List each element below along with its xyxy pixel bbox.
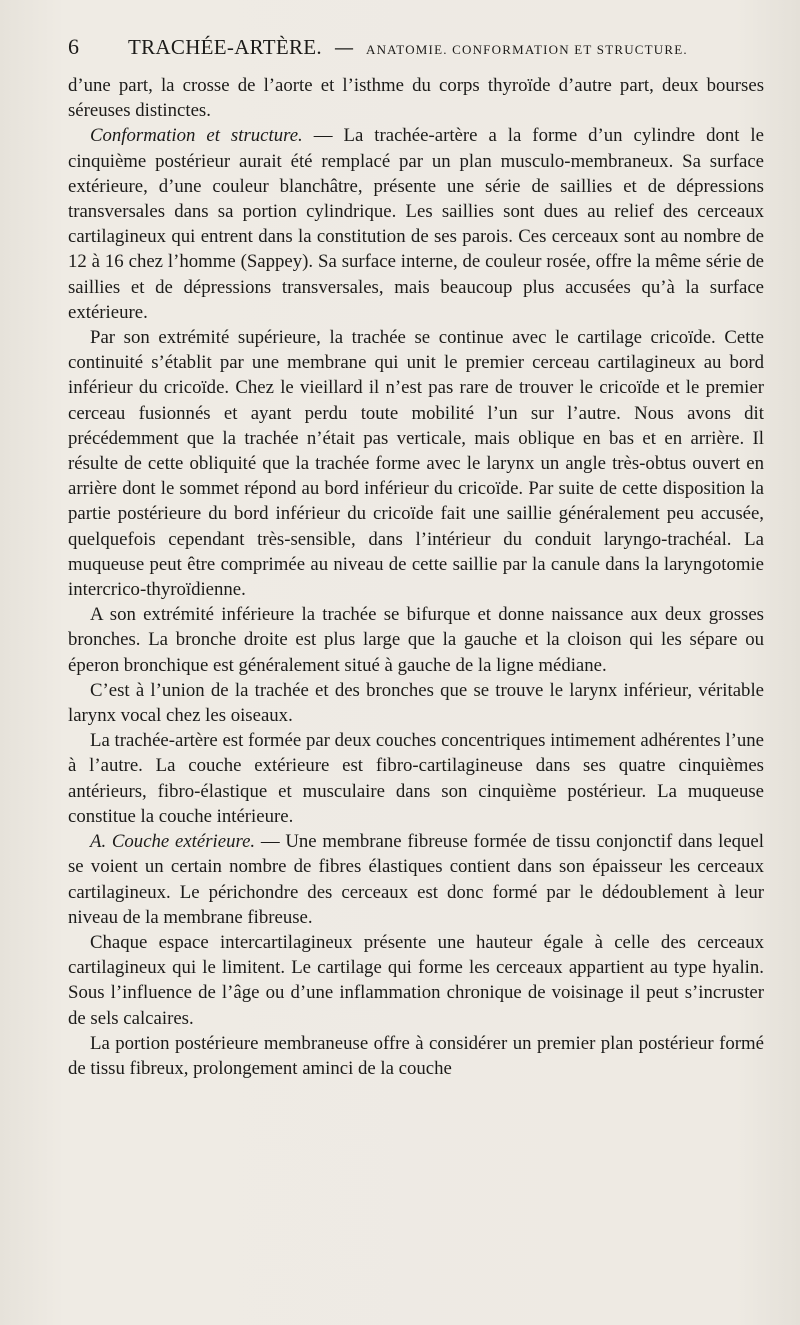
page-number: 6 — [68, 34, 79, 59]
running-header — [68, 34, 764, 70]
paragraph — [68, 829, 764, 930]
paragraph-text: La portion postérieure membraneuse offre à considérer un premier plan postérieur formé de tissu fibreux, prolongement aminci de la couche — [68, 1032, 764, 1079]
paragraph-text: Chaque espace intercartilagineux présente une hauteur égale à celle des cerceaux cartilagineux qui le limitent. Le cartilage qui forme les cerceaux appartient au type hyalin. Sous l’influence de l’âge ou d’une inflammation chronique de voisinage il peut s’incruster de sels calcaires. — [68, 931, 764, 1029]
paragraph-text: La trachée-artère est formée par deux couches concentriques intimement adhérentes l’une à l’autre. La couche extérieure est fibro-cartilagineuse dans ses quatre cinquièmes antérieurs, fibro-élastique et musculaire dans son cinquième postérieur. La muqueuse constitue la couche intérieure. — [68, 730, 764, 827]
paragraph-text: C’est à l’union de la trachée et des bronches que se trouve le larynx inférieur, véritable larynx vocal chez les oiseaux. — [68, 679, 764, 727]
paragraph — [68, 930, 764, 1031]
running-title: TRACHÉE-ARTÈRE. — [128, 35, 322, 59]
running-subtitle: ANATOMIE. CONFORMATION ET STRUCTURE. — [365, 42, 688, 57]
paragraph — [68, 73, 764, 123]
paragraph-text: — La trachée-artère a la forme d’un cylindre dont le cinquième postérieur aurait été remplacé par un plan musculo-membraneux. Sa surface extérieure, d’une couleur blanchâtre, présente une série de saillies et de dépressions transversales dans sa portion cylindrique. Les saillies sont dues au relief des cerceaux cartilagineux qui entrent dans la constitution de ses parois. Ces cerceaux sont au nombre de 12 à 16 chez l’homme (Sappey). Sa surface interne, de couleur rosée, offre la même série de saillies et de dépressions transversales, mais beaucoup plus accusées qu’à la surface extérieure. — [68, 125, 764, 323]
paragraph-text: A son extrémité inférieure la trachée se bifurque et donne naissance aux deux grosses bronches. La bronche droite est plus large que la gauche et la cloison qui les sépare ou éperon bronchique est généralement situé à gauche de la ligne médiane. — [68, 604, 764, 676]
paragraph — [68, 678, 764, 728]
paragraph-text: d’une part, la crosse de l’aorte et l’isthme du corps thyroïde d’autre part, deux bourses séreuses distinctes. — [68, 75, 764, 122]
section-label: Conformation et structure. — [90, 125, 303, 147]
paragraph-text: Par son extrémité supérieure, la trachée se continue avec le cartilage cricoïde. Cette continuité s’établit par une membrane qui unit le premier cerceau cartilagineux au bord inférieur du cricoïde. Chez le vieillard il n’est pas rare de trouver le cricoïde et le premier cerceau fusionnés et ayant perdu toute mobilité l’un sur l’autre. Nous avons dit précédemment que la trachée n’était pas verticale, mais oblique en bas et en arrière. Il résulte de cette obliquité que la trachée forme avec le larynx un angle très-obtus ouvert en arrière dont le sommet répond au bord inférieur du cricoïde. Par suite de cette disposition la partie postérieure du bord inférieur du cricoïde fait une saillie généralement peu accusée, quelquefois cependant très-sensible, dans l’intérieur du conduit laryngo-trachéal. La muqueuse peut être comprimée au niveau de cette saillie par la canule dans la laryngotomie intercrico-thyroïdienne. — [68, 327, 764, 601]
paragraph-text: — Une membrane fibreuse formée de tissu conjonctif dans lequel se voient un certain nombre de fibres élastiques contient dans son épaisseur les cerceaux cartilagineux. Le périchondre des cerceaux est donc formé par le dédoublement à leur niveau de la membrane fibreuse. — [68, 831, 764, 928]
paragraph — [68, 325, 764, 602]
paragraph — [68, 728, 764, 829]
section-label: A. Couche extérieure. — [90, 831, 256, 853]
body-text — [68, 73, 764, 1081]
running-dash: — — [333, 35, 354, 59]
paragraph — [68, 123, 764, 325]
paragraph — [68, 1031, 764, 1081]
paragraph — [68, 602, 764, 678]
